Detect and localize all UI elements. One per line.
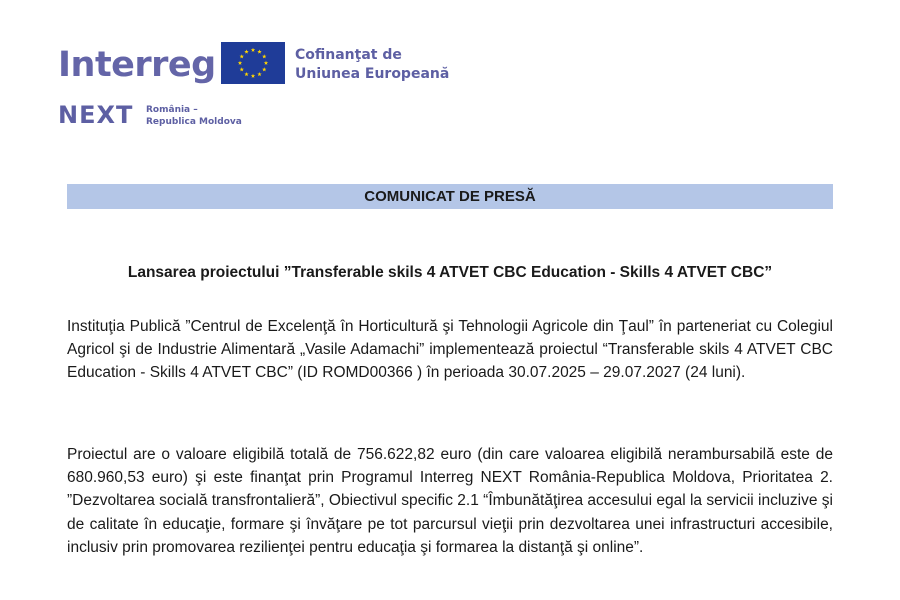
eu-star-icon	[244, 49, 248, 53]
eu-star-icon	[238, 61, 242, 65]
cofinance-line-2: Uniunea Europeană	[295, 66, 450, 82]
eu-star-icon	[251, 74, 255, 78]
cofinance-line-1: Cofinanţat de	[295, 47, 402, 63]
cofinance-text	[295, 46, 449, 84]
header-logos	[58, 40, 478, 135]
press-release-banner: COMUNICAT DE PRESĂ	[67, 184, 833, 209]
eu-stars-icon	[221, 42, 285, 84]
document-title: Lansarea proiectului ”Transferable skils 4 ATVET CBC Education - Skills 4 ATVET CBC”	[127, 264, 773, 281]
eu-star-icon	[244, 72, 248, 76]
region-line-2: Republica Moldova	[146, 117, 242, 127]
eu-star-icon	[240, 54, 244, 58]
region-text	[146, 104, 242, 128]
region-line-1: România –	[146, 105, 198, 115]
paragraph-2: Proiectul are o valoare eligibilă totală de 756.622,82 euro (din care valoarea eligibilă nerambursabilă este de 680.960,53 euro) şi este finanţat prin Programul Interreg NEXT România-Republica Moldova, Prioritatea 2. ”Dezvoltarea socială transfrontalieră”, Obiectivul specific 2.1 “Îmbunătăţirea accesului egal la servicii incluzive şi de calitate în educaţie, formare şi învăţare pe tot parcursul vieţii prin dezvoltarea unei infrastructuri accesibile, inclusiv prin promovarea rezilienţei pentru educaţia şi formarea la distanţă şi online”.	[67, 446, 833, 556]
eu-flag-icon	[221, 42, 285, 84]
eu-star-icon	[257, 72, 261, 76]
eu-star-icon	[257, 49, 261, 53]
paragraph-1: Instituţia Publică ”Centrul de Excelenţă în Horticultură şi Tehnologii Agricole din Ţaul” în parteneriat cu Colegiul Agricol şi de Industrie Alimentară „Vasile Adamachi” implementează proiectul “Transferable skils 4 ATVET CBC Education - Skills 4 ATVET CBC” (ID ROMD00366 ) în perioada 30.07.2025 – 29.07.2027 (24 luni).	[67, 318, 833, 382]
eu-star-icon	[240, 67, 244, 71]
eu-star-icon	[262, 67, 266, 71]
next-logo-text: NEXT	[58, 101, 134, 129]
eu-star-icon	[264, 61, 268, 65]
eu-star-icon	[262, 54, 266, 58]
interreg-logo-text: Interreg	[58, 45, 216, 85]
eu-star-icon	[251, 48, 255, 52]
